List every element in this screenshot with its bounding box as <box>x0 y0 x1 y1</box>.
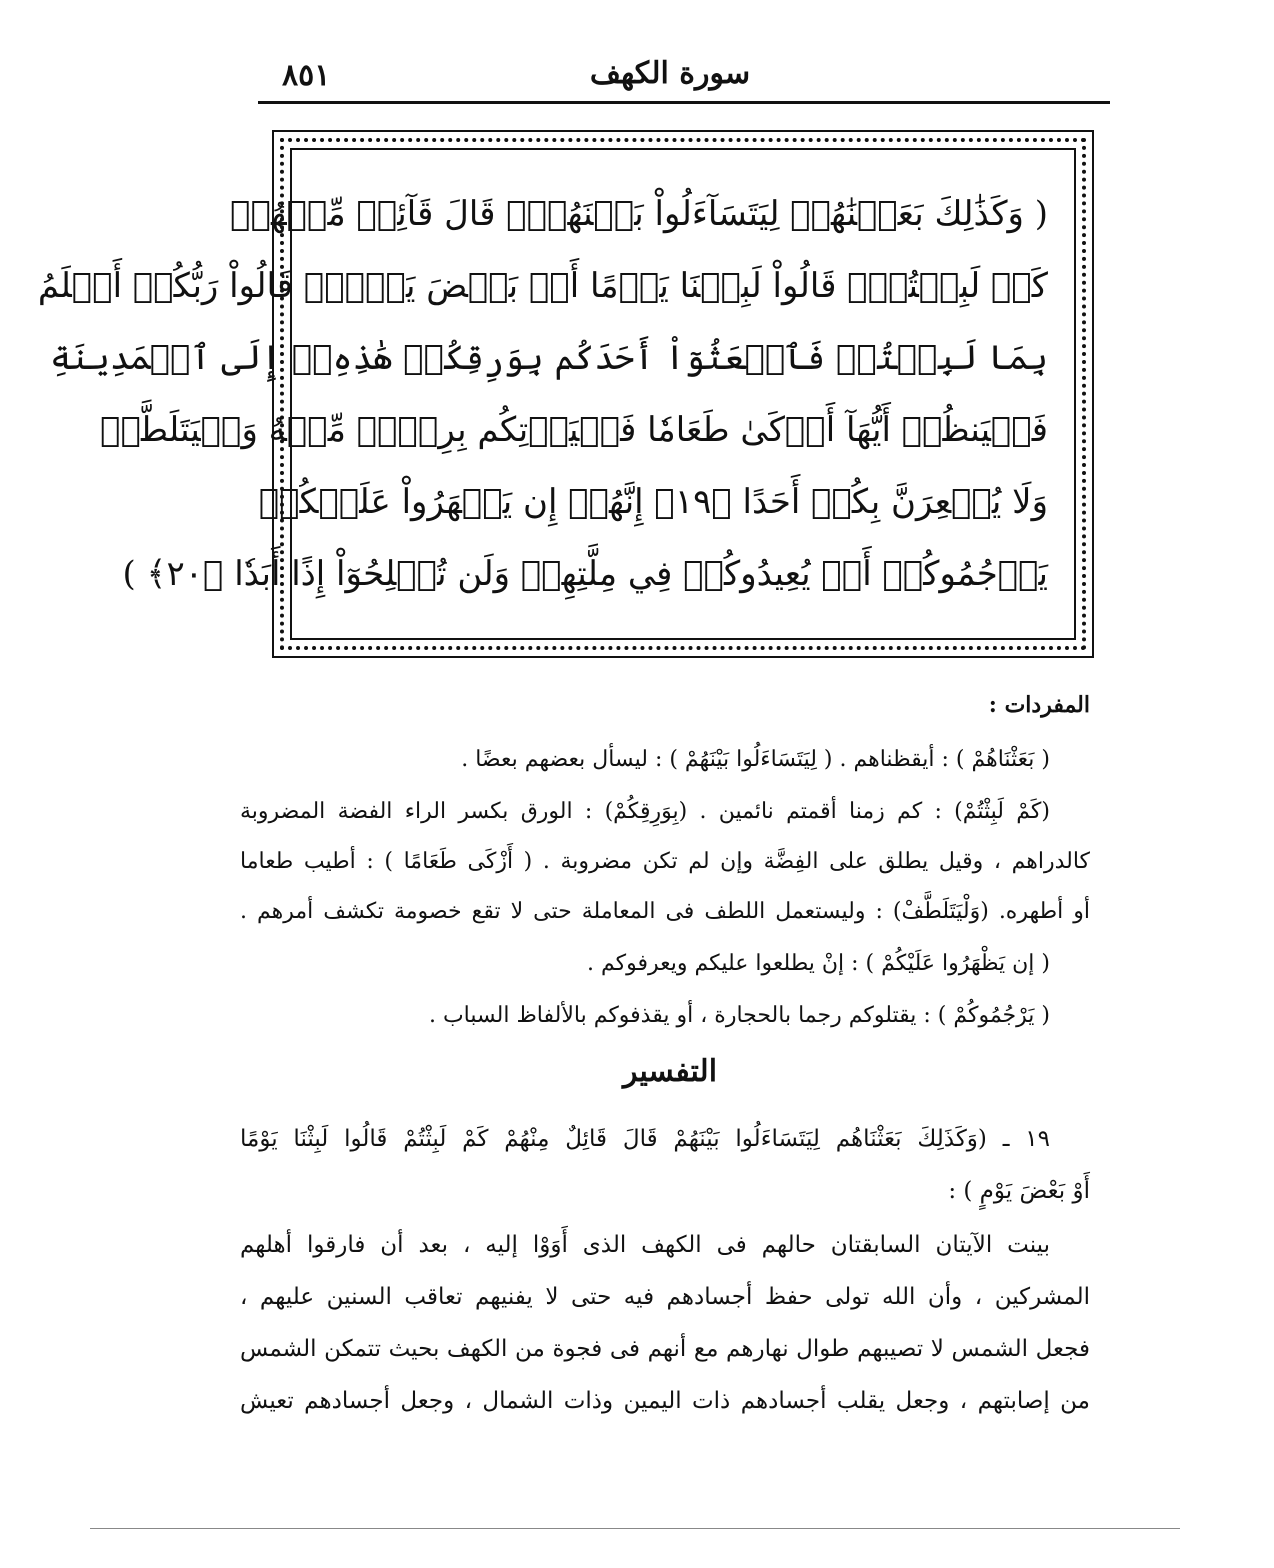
verse-line: ( وَكَذَٰلِكَ بَعَثۡنَٰهُمۡ لِيَتَسَآءَلُواْ بَيۡنَهُمۡۚ قَالَ قَآئِلٞ مِّنۡهُمۡ <box>230 194 1048 234</box>
page-number: ٨٥١ <box>282 58 331 93</box>
page-bottom-line <box>90 1528 1180 1529</box>
verse-line: بِمَا لَبِثۡتُمۡ فَٱبۡعَثُوٓاْ أَحَدَكُم بِوَرِقِكُمۡ هَٰذِهِۦٓ إِلَى ٱلۡمَدِينَةِ <box>50 338 1048 378</box>
header-divider <box>258 101 1110 104</box>
verse-line: كَمۡ لَبِثۡتُمۡۖ قَالُواْ لَبِثۡنَا يَوۡمًا أَوۡ بَعۡضَ يَوۡمٖۚ قَالُواْ رَبُّكُمۡ أَعۡلَمُ <box>37 266 1048 306</box>
vocabulary-line: ( إن يَظْهَرُوا عَلَيْكُمْ ) : إنْ يطلعوا عليكم ويعرفوكم . <box>587 951 1050 976</box>
tafsir-line: بينت الآيتان السابقتان حالهم فى الكهف الذى أَوَوْا إليه ، بعد أن فارقوا أهلهم <box>240 1232 1050 1258</box>
verse-line: يَرۡجُمُوكُمۡ أَوۡ يُعِيدُوكُمۡ فِي مِلَّتِهِمۡ وَلَن تُفۡلِحُوٓاْ إِذًا أَبَدٗا ﴿٢٠﴾ ) <box>122 554 1048 594</box>
verse-line: وَلَا يُشۡعِرَنَّ بِكُمۡ أَحَدًا ﴿١٩﴾ إِنَّهُمۡ إِن يَظۡهَرُواْ عَلَيۡكُمۡ <box>258 482 1048 522</box>
tafsir-line: من إصابتهم ، وجعل يقلب أجسادهم ذات اليمين وذات الشمال ، وجعل أجسادهم تعيش <box>240 1388 1090 1414</box>
tafsir-heading: التفسير <box>622 1054 718 1089</box>
vocabulary-heading: المفردات : <box>988 692 1090 718</box>
vocabulary-line: أو أطهره. (وَلْيَتَلَطَّفْ) : وليستعمل اللطف فى المعاملة حتى لا تقع خصومة تكشف أمرهم . <box>240 899 1090 924</box>
vocabulary-line: ( يَرْجُمُوكُمْ ) : يقتلوكم رجما بالحجارة ، أو يقذفوكم بالألفاظ السباب . <box>428 1003 1050 1028</box>
tafsir-line: أَوْ بَعْضَ يَوْمٍ ) : <box>948 1178 1090 1204</box>
quran-verse-block <box>37 178 1048 610</box>
tafsir-line: ١٩ ـ (وَكَذَلِكَ بَعَثْنَاهُم لِيَتَسَاءَلُوا بَيْنَهُمْ قَالَ قَائِلٌ مِنْهُمْ كَمْ لَبِثْتُمْ قَالُوا لَبِثْنَا يَوْمًا <box>240 1126 1050 1152</box>
vocabulary-line: كالدراهم ، وقيل يطلق على الفِضَّة وإن لم تكن مضروبة . ( أَزْكَى طَعَامًا ) : أطيب طعاما <box>240 849 1090 874</box>
vocabulary-line: (كَمْ لَبِثْتُمْ) : كم زمنا أقمتم نائمين . (بِوَرِقِكُمْ) : الورق بكسر الراء الفضة المضروبة <box>240 799 1050 824</box>
vocabulary-line: ( بَعَثْنَاهُمْ ) : أيقظناهم . ( لِيَتَسَاءَلُوا بَيْنَهُمْ ) : ليسأل بعضهم بعضًا . <box>461 747 1050 772</box>
surah-title: سورة الكهف <box>589 56 751 91</box>
tafsir-line: المشركين ، وأن الله تولى حفظ أجسادهم فيه حتى لا يفنيهم تعاقب السنين عليهم ، <box>240 1284 1090 1310</box>
tafsir-line: فجعل الشمس لا تصيبهم طوال نهارهم مع أنهم فى فجوة من الكهف بحيث تتمكن الشمس <box>240 1336 1090 1362</box>
verse-line: فَلۡيَنظُرۡ أَيُّهَآ أَزۡكَىٰ طَعَامٗا فَلۡيَأۡتِكُم بِرِزۡقٖ مِّنۡهُ وَلۡيَتَلَطَّفۡ <box>100 410 1048 450</box>
